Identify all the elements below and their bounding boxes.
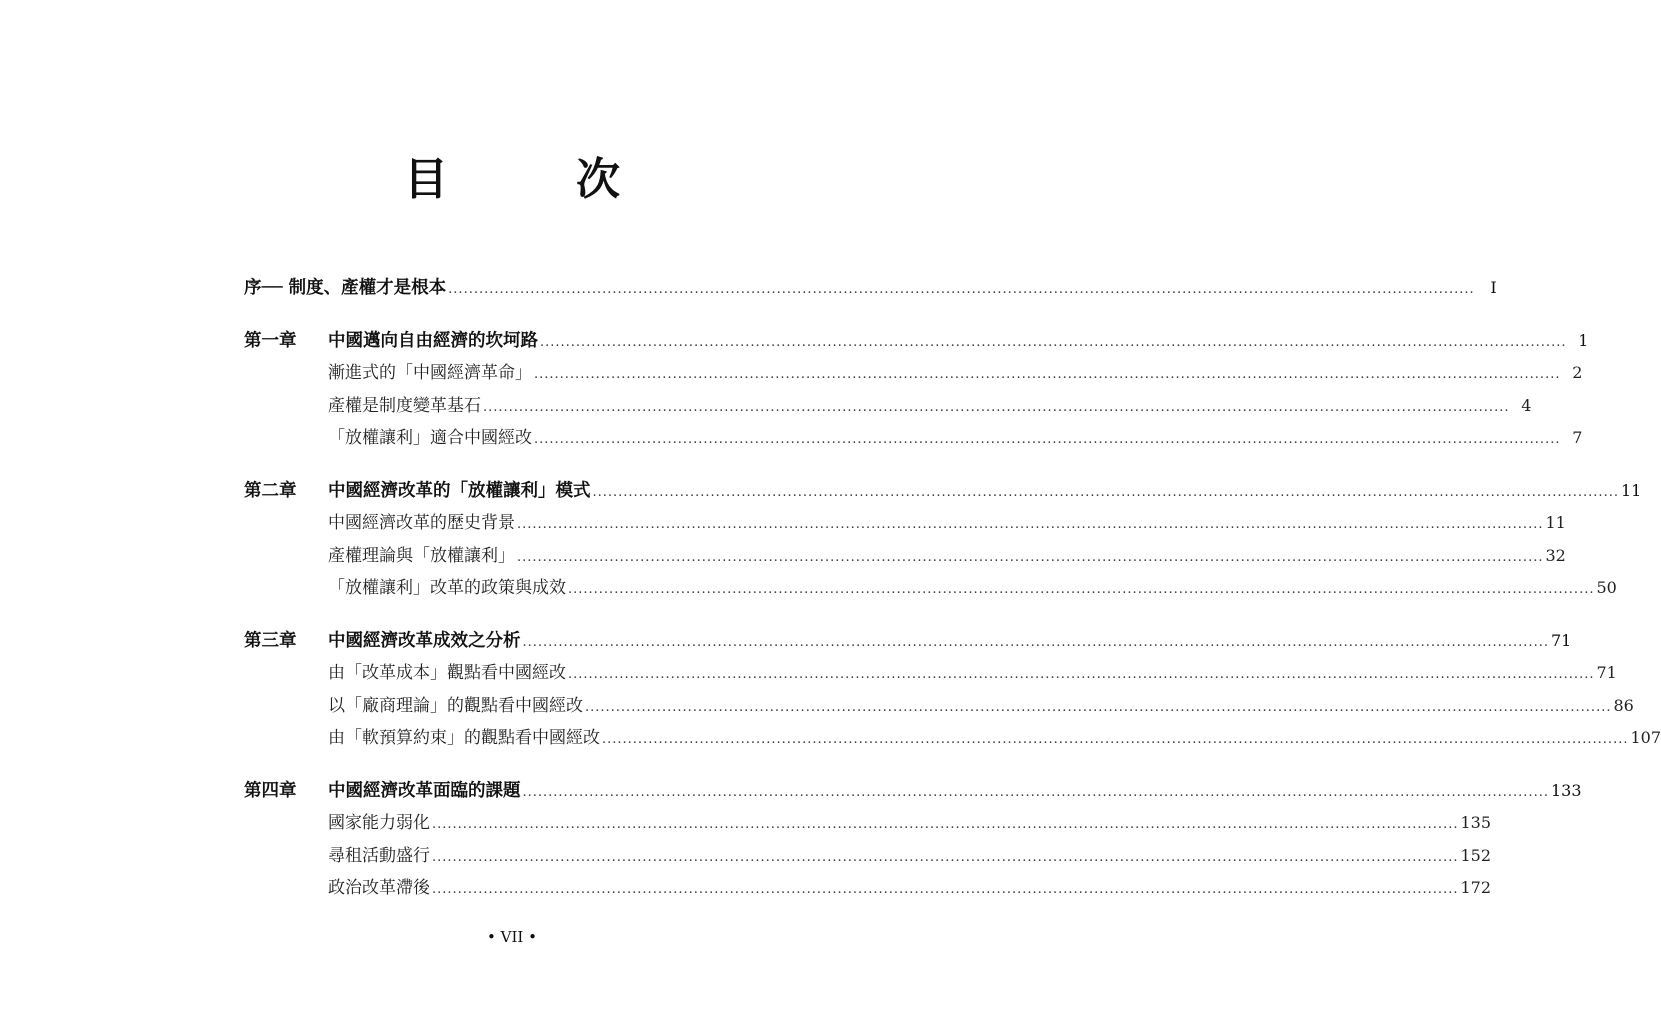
chapter-label: 第三章 (244, 630, 297, 651)
toc-chapter-4 (244, 775, 1582, 905)
dot-leader: ........................................................................................................................................................................................................ (432, 882, 1459, 897)
page-folio: • VII • (487, 928, 537, 946)
dot-leader: ........................................................................................................................................................................................................ (602, 732, 1629, 747)
toc-section[interactable] (244, 722, 1661, 755)
dot-leader: ........................................................................................................................................................................................................ (432, 849, 1459, 865)
toc-page-number: 11 (1620, 480, 1642, 500)
section-title: 國家能力弱化 (328, 813, 430, 833)
chapter-title: 中國邁向自由經濟的坎坷路 (328, 330, 538, 351)
section-title: 漸進式的「中國經濟革命」 (328, 363, 532, 383)
section-title: 「放權讓利」改革的政策與成效 (328, 578, 566, 598)
toc-page-number: I (1490, 278, 1497, 297)
toc-section[interactable] (244, 572, 1617, 605)
toc-chapter-heading[interactable] (244, 475, 1642, 508)
dot-leader: ........................................................................................................................................................................................................ (592, 484, 1619, 500)
dot-leader: ........................................................................................................................................................................................................ (585, 699, 1612, 715)
section-title: 中國經濟改革的歷史背景 (328, 513, 515, 533)
table-of-contents (244, 272, 1661, 925)
dot-leader: ........................................................................................................................................................................................................ (522, 634, 1549, 650)
dot-leader: ........................................................................................................................................................................................................ (568, 667, 1595, 682)
toc-page-number: 172 (1460, 878, 1492, 897)
section-title: 政治改革滯後 (328, 878, 430, 898)
chapter-title: 中國經濟改革成效之分析 (328, 630, 521, 651)
toc-page-number: 7 (1572, 428, 1583, 447)
chapter-label: 第二章 (244, 480, 297, 501)
toc-section[interactable] (244, 507, 1566, 540)
toc-section[interactable] (244, 840, 1492, 873)
chapter-label: 第一章 (244, 330, 297, 351)
dot-leader: ........................................................................................................................................................................................................ (517, 517, 1544, 532)
dot-leader: ........................................................................................................................................................................................................ (483, 399, 1510, 415)
toc-page-number: 133 (1550, 780, 1582, 800)
toc-entry-preface[interactable] (244, 272, 1497, 305)
toc-chapter-heading[interactable] (244, 625, 1572, 658)
toc-page-number: 107 (1630, 728, 1661, 747)
toc-page-number: 135 (1460, 813, 1492, 832)
toc-page-number: 2 (1572, 363, 1583, 382)
toc-section[interactable] (244, 390, 1532, 423)
toc-page-number: 71 (1550, 630, 1572, 650)
section-title: 由「改革成本」觀點看中國經改 (328, 663, 566, 683)
toc-page-number: 1 (1578, 330, 1589, 350)
chapter-title: 中國經濟改革面臨的課題 (328, 780, 521, 801)
toc-chapter-3 (244, 625, 1661, 755)
toc-section[interactable] (244, 357, 1583, 390)
toc-page-number: 71 (1596, 663, 1617, 682)
toc-chapter-heading[interactable] (244, 775, 1582, 808)
section-title: 「放權讓利」適合中國經改 (328, 428, 532, 448)
toc-page-number: 11 (1545, 513, 1566, 532)
toc-section[interactable] (244, 422, 1583, 455)
chapter-title: 中國經濟改革的「放權讓利」模式 (328, 480, 591, 501)
dot-leader: ........................................................................................................................................................................................................ (517, 549, 1544, 565)
chapter-label: 第四章 (244, 780, 297, 801)
dot-leader: ........................................................................................................................................................................................................ (534, 367, 1561, 382)
toc-entry-title: 序── 制度、產權才是根本 (244, 278, 447, 298)
toc-page-number: 152 (1460, 845, 1492, 865)
dot-leader: ........................................................................................................................................................................................................ (448, 282, 1475, 297)
dot-leader: ........................................................................................................................................................................................................ (534, 432, 1561, 447)
section-title: 尋租活動盛行 (328, 845, 430, 866)
section-title: 以「廠商理論」的觀點看中國經改 (328, 695, 583, 716)
section-title: 產權是制度變革基石 (328, 395, 481, 416)
dot-leader: ........................................................................................................................................................................................................ (432, 817, 1459, 832)
section-title: 由「軟預算約束」的觀點看中國經改 (328, 728, 600, 748)
toc-chapter-1 (244, 325, 1589, 455)
toc-section[interactable] (244, 657, 1617, 690)
page-title: 目 次 (404, 154, 662, 205)
toc-page-number: 86 (1613, 695, 1634, 715)
toc-chapter-heading[interactable] (244, 325, 1589, 358)
dot-leader: ........................................................................................................................................................................................................ (522, 784, 1549, 800)
toc-page-number: 32 (1545, 545, 1566, 565)
toc-chapter-2 (244, 475, 1642, 605)
dot-leader: ........................................................................................................................................................................................................ (540, 334, 1567, 350)
toc-section[interactable] (244, 807, 1492, 840)
toc-section[interactable] (244, 690, 1634, 723)
toc-section[interactable] (244, 540, 1566, 573)
section-title: 產權理論與「放權讓利」 (328, 545, 515, 566)
toc-page-number: 50 (1596, 578, 1617, 597)
toc-page-number: 4 (1521, 395, 1532, 415)
toc-section[interactable] (244, 872, 1492, 905)
dot-leader: ........................................................................................................................................................................................................ (568, 582, 1595, 597)
